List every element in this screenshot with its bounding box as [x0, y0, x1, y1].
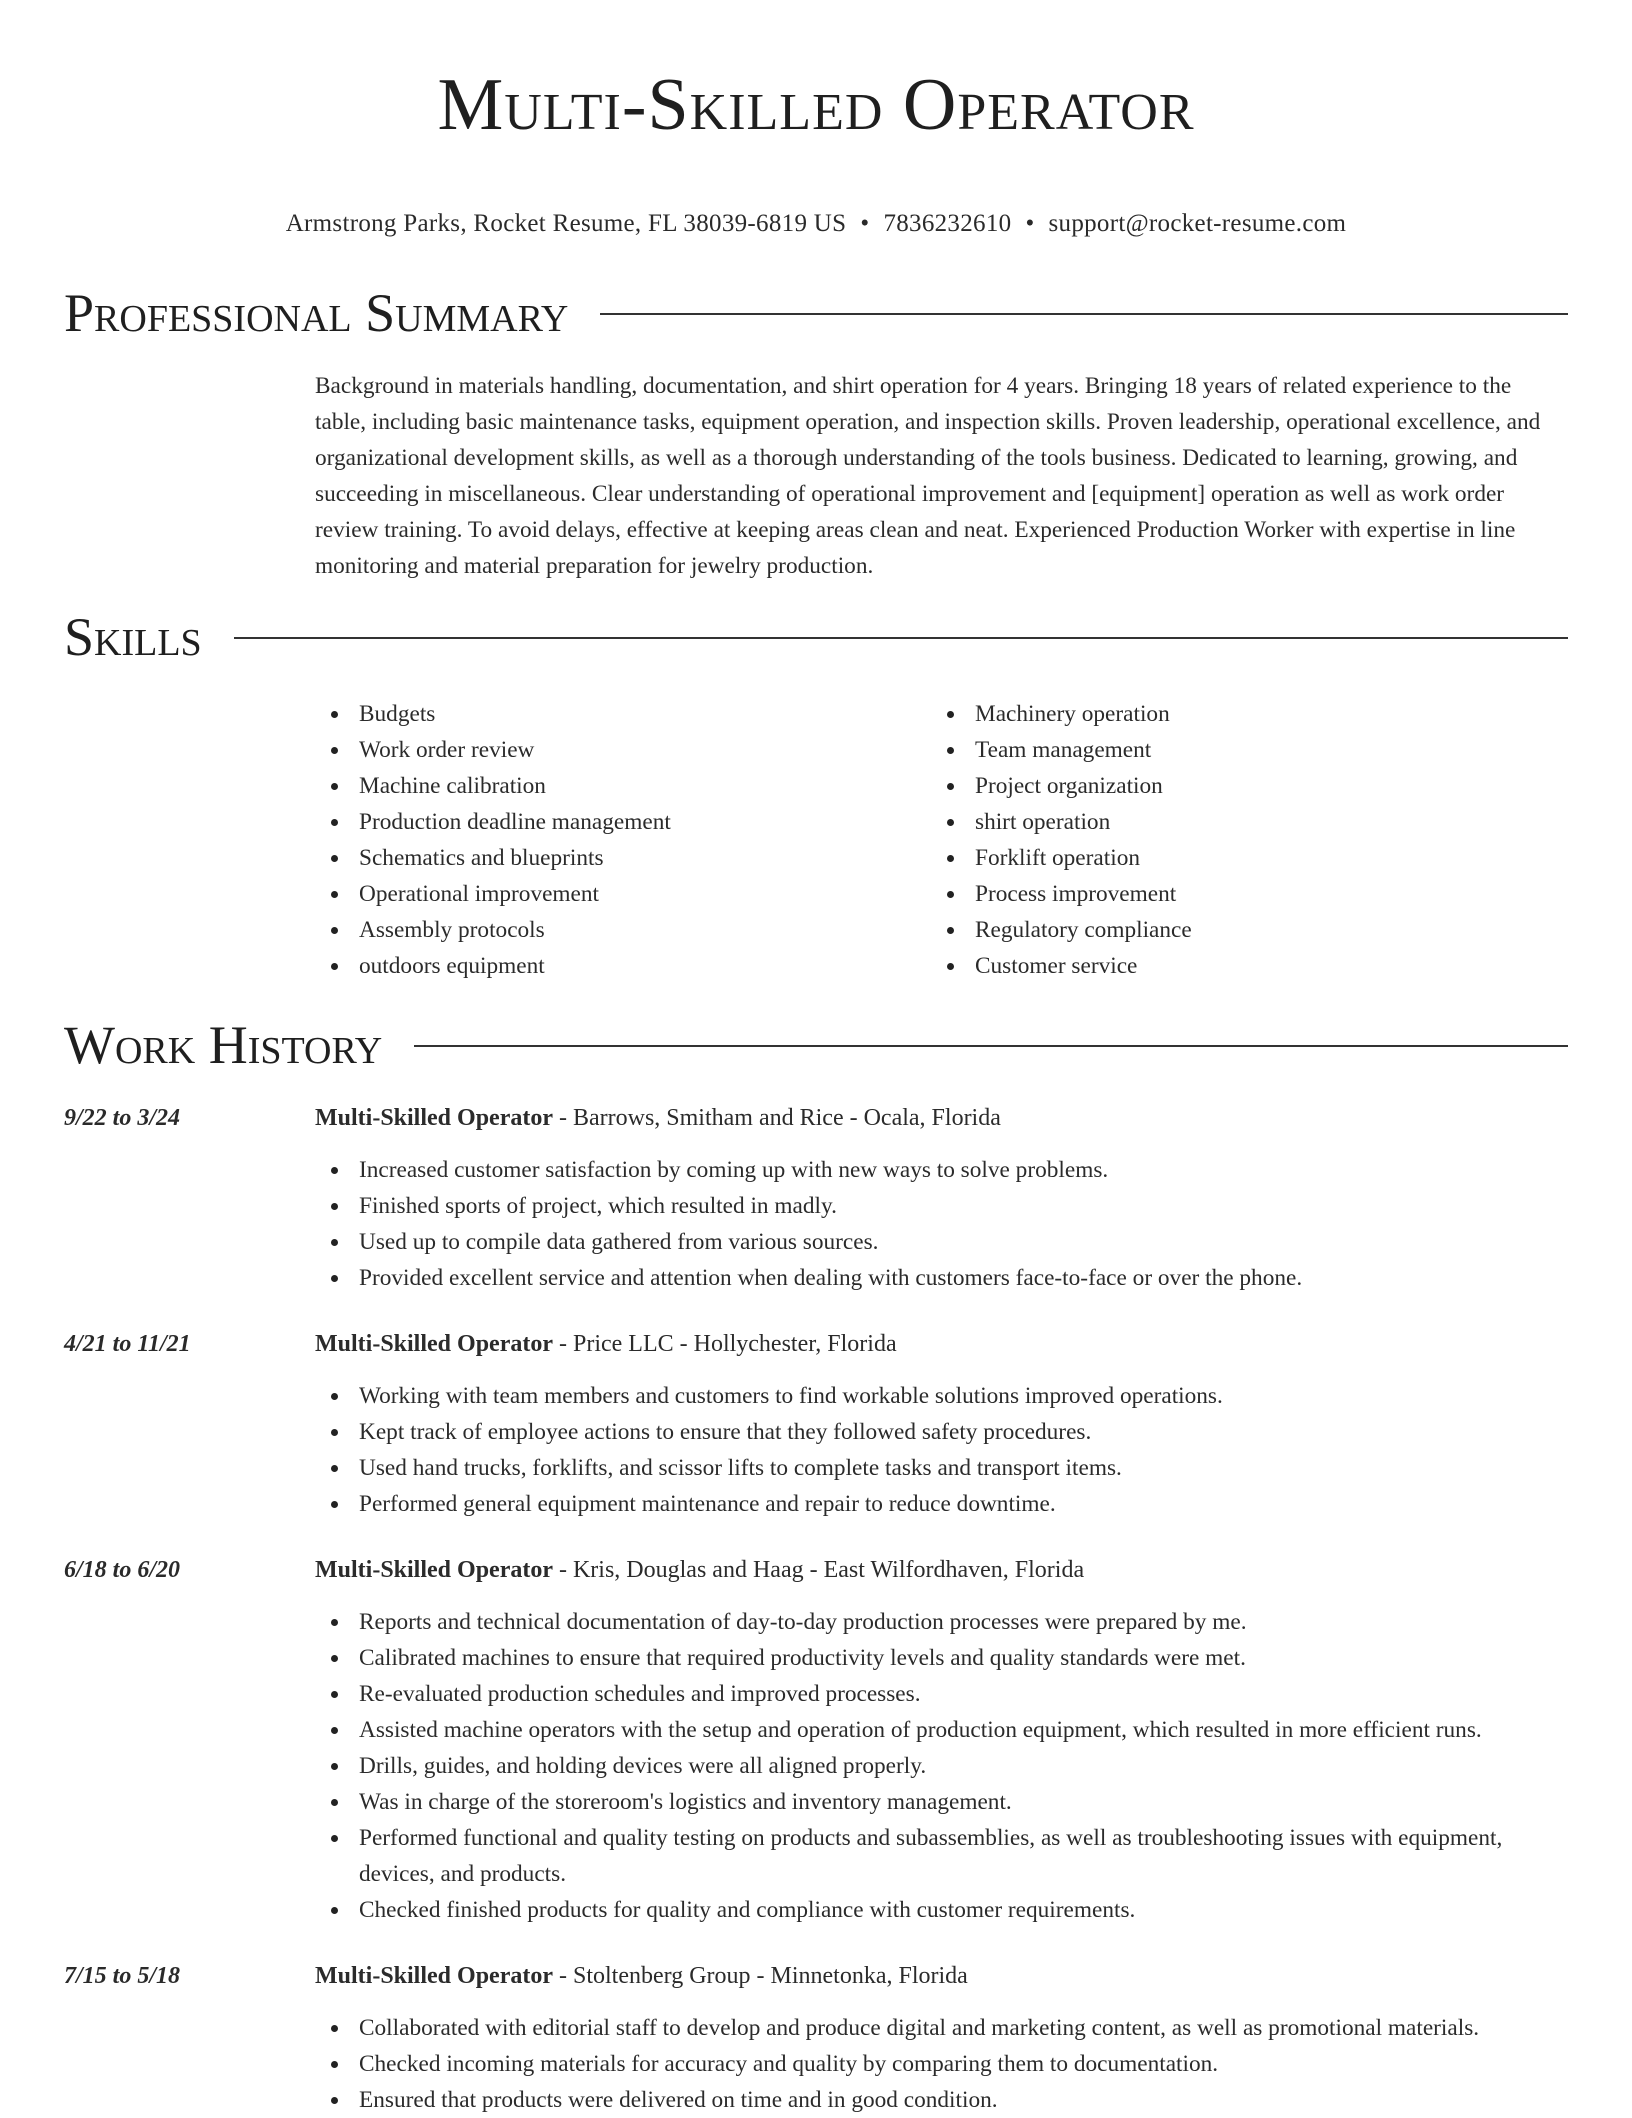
skills-section-heading: [64, 604, 1568, 670]
skill-item: Assembly protocols: [315, 912, 931, 948]
candidate-name: Multi-Skilled Operator: [437, 64, 1195, 146]
job-bullet: Calibrated machines to ensure that required productivity levels and quality standards were met.: [315, 1640, 1568, 1676]
job-bullets: [315, 2010, 1568, 2118]
summary-text: Background in materials handling, documentation, and shirt operation for 4 years. Bringing 18 years of related experience to the table, including basic maintenance tasks, equipment operation, and inspection skills. Proven leadership, operational excellence, and organizational development skills, as well as a thorough understanding of the tools business. Dedicated to learning, growing, and succeeding in miscellaneous. Clear understanding of operational improvement and [equipment] operation as well as work order review training. To avoid delays, effective at keeping areas clean and neat. Experienced Production Worker with expertise in line monitoring and material preparation for jewelry production.: [315, 373, 1541, 579]
skill-item: Customer service: [931, 948, 1547, 984]
job-title: Multi-Skilled Operator: [315, 1557, 553, 1583]
job-title: Multi-Skilled Operator: [315, 1331, 553, 1357]
skill-item: Project organization: [931, 768, 1547, 804]
job-bullet: Collaborated with editorial staff to develop and produce digital and marketing content, as well as promotional materials.: [315, 2010, 1568, 2046]
skills-heading-title: Skills: [64, 607, 202, 667]
job-employer-location: - Stoltenberg Group - Minnetonka, Florida: [552, 1963, 968, 1989]
job-bullet: Was in charge of the storeroom's logistics and inventory management.: [315, 1784, 1568, 1820]
contact-line: [64, 210, 1568, 238]
section-divider: [414, 1045, 1568, 1047]
skill-item: Machine calibration: [315, 768, 931, 804]
job-bullet: Reports and technical documentation of day-to-day production processes were prepared by me.: [315, 1604, 1568, 1640]
section-divider: [600, 313, 1568, 315]
job-body: [315, 1552, 1568, 1928]
job-bullet: Used hand trucks, forklifts, and scissor lifts to complete tasks and transport items.: [315, 1450, 1568, 1486]
job-entry: [64, 1100, 1568, 1296]
skill-item: outdoors equipment: [315, 948, 931, 984]
job-title-line: [315, 1552, 1568, 1588]
skill-item: Process improvement: [931, 876, 1547, 912]
skill-item: shirt operation: [931, 804, 1547, 840]
job-bullet: Performed general equipment maintenance and repair to reduce downtime.: [315, 1486, 1568, 1522]
job-bullet: Finished sports of project, which resulted in madly.: [315, 1188, 1568, 1224]
job-bullet: Assisted machine operators with the setup and operation of production equipment, which resulted in more efficient runs.: [315, 1712, 1568, 1748]
job-bullet: Re-evaluated production schedules and improved processes.: [315, 1676, 1568, 1712]
job-bullet: Drills, guides, and holding devices were all aligned properly.: [315, 1748, 1568, 1784]
summary-section-heading: [64, 280, 1568, 346]
skill-item: Budgets: [315, 696, 931, 732]
job-bullet: Ensured that products were delivered on time and in good condition.: [315, 2082, 1568, 2118]
job-bullet: Kept track of employee actions to ensure that they followed safety procedures.: [315, 1414, 1568, 1450]
job-dates: 7/15 to 5/18: [64, 1963, 181, 1989]
job-bullet: Checked incoming materials for accuracy and quality by comparing them to documentation.: [315, 2046, 1568, 2082]
job-body: [315, 1958, 1568, 2118]
job-body: [315, 1326, 1568, 1522]
job-title-line: [315, 1326, 1568, 1362]
job-dates: 4/21 to 11/21: [64, 1331, 191, 1357]
section-divider: [234, 637, 1568, 639]
job-employer-location: - Barrows, Smitham and Rice - Ocala, Florida: [552, 1105, 1001, 1131]
job-entry: [64, 1958, 1568, 2118]
skill-item: Work order review: [315, 732, 931, 768]
job-title-line: [315, 1958, 1568, 1994]
job-title: Multi-Skilled Operator: [315, 1963, 553, 1989]
contact-separator: •: [860, 210, 870, 237]
work-section-heading: [64, 1012, 1568, 1078]
contact-email: support@rocket-resume.com: [1048, 210, 1347, 237]
job-title: Multi-Skilled Operator: [315, 1105, 553, 1131]
job-dates: 6/18 to 6/20: [64, 1557, 181, 1583]
job-body: [315, 1100, 1568, 1296]
job-bullet: Working with team members and customers to find workable solutions improved operations.: [315, 1378, 1568, 1414]
contact-phone: 7836232610: [883, 210, 1012, 237]
skill-item: Operational improvement: [315, 876, 931, 912]
work-heading-title: Work History: [64, 1015, 383, 1075]
skill-item: Machinery operation: [931, 696, 1547, 732]
job-bullet: Provided excellent service and attention when dealing with customers face-to-face or over the phone.: [315, 1260, 1568, 1296]
skill-item: Regulatory compliance: [931, 912, 1547, 948]
job-bullets: [315, 1378, 1568, 1522]
skills-left-column: [315, 696, 931, 984]
contact-separator: •: [1025, 210, 1035, 237]
job-title-line: [315, 1100, 1568, 1136]
job-dates: 9/22 to 3/24: [64, 1105, 181, 1131]
job-entry: [64, 1552, 1568, 1928]
job-employer-location: - Price LLC - Hollychester, Florida: [552, 1331, 897, 1357]
skill-item: Team management: [931, 732, 1547, 768]
job-bullet: Used up to compile data gathered from various sources.: [315, 1224, 1568, 1260]
job-bullets: [315, 1152, 1568, 1296]
skill-item: Production deadline management: [315, 804, 931, 840]
skills-columns: [315, 696, 1568, 984]
job-bullets: [315, 1604, 1568, 1928]
job-bullet: Performed functional and quality testing on products and subassemblies, as well as troubleshooting issues with equipment, devices, and products.: [315, 1820, 1568, 1892]
skill-item: Forklift operation: [931, 840, 1547, 876]
skill-item: Schematics and blueprints: [315, 840, 931, 876]
work-history-list: [64, 1100, 1568, 2118]
contact-address: Armstrong Parks, Rocket Resume, FL 38039-6819 US: [285, 210, 847, 237]
job-employer-location: - Kris, Douglas and Haag - East Wilfordhaven, Florida: [552, 1557, 1085, 1583]
summary-heading-title: Professional Summary: [64, 283, 569, 343]
job-bullet: Checked finished products for quality and compliance with customer requirements.: [315, 1892, 1568, 1928]
job-entry: [64, 1326, 1568, 1522]
skills-right-column: [931, 696, 1547, 984]
job-bullet: Increased customer satisfaction by coming up with new ways to solve problems.: [315, 1152, 1568, 1188]
